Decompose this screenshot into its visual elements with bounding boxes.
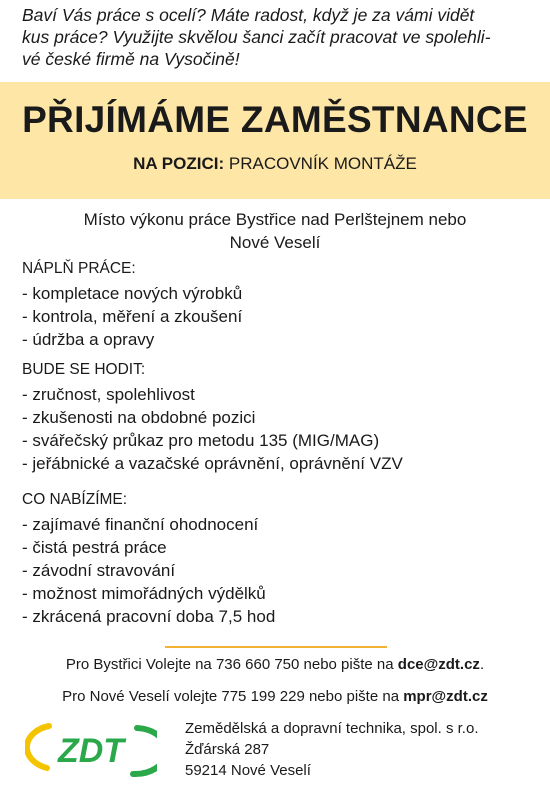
contact-bystrice: [0, 656, 550, 673]
position-line: [0, 154, 550, 174]
company-name: Zemědělská a dopravní technika, spol. s r.o.: [185, 720, 479, 737]
list-item: - zkrácená pracovní doba 7,5 hod: [22, 607, 276, 626]
intro-line: kus práce? Využijte skvělou šanci začít pracovat ve spolehli-: [22, 27, 491, 47]
page-title: PŘIJÍMÁME ZAMĚSTNANCE: [22, 99, 528, 140]
list-item: - kontrola, měření a zkoušení: [22, 307, 243, 326]
list-item: - zručnost, spolehlivost: [22, 385, 195, 404]
requirements-section: [22, 360, 532, 475]
contact-vesel: [0, 688, 550, 705]
position-prefix: NA POZICI:: [133, 154, 225, 173]
position-name: PRACOVNÍK MONTÁŽE: [228, 154, 417, 173]
section-heading: BUDE SE HODIT:: [22, 361, 146, 378]
work-location: [0, 208, 550, 254]
list-item: - závodní stravování: [22, 561, 176, 580]
list-item: - čistá pestrá práce: [22, 538, 167, 557]
email-link[interactable]: dce@zdt.cz: [397, 656, 480, 673]
divider: [165, 646, 387, 648]
section-heading: CO NABÍZÍME:: [22, 491, 128, 508]
location-line: Nové Veselí: [229, 233, 321, 252]
list-item: - kompletace nových výrobků: [22, 284, 243, 303]
intro-text: [22, 4, 527, 70]
duties-list: [22, 282, 532, 351]
list-item: - jeřábnické a vazačské oprávnění, oprávnění VZV: [22, 454, 403, 473]
intro-line: vé české firmě na Vysočině!: [22, 49, 240, 69]
duties-section: [22, 259, 532, 351]
list-item: - zkušenosti na obdobné pozici: [22, 408, 256, 427]
offer-list: [22, 513, 532, 628]
offer-section: [22, 490, 532, 628]
contact-text: Pro Nové Veselí volejte 775 199 229 nebo pište na: [62, 688, 400, 705]
contact-text: Pro Bystřici Volejte na 736 660 750 nebo pište na: [65, 656, 394, 673]
email-link[interactable]: mpr@zdt.cz: [403, 688, 488, 705]
headline-banner: [0, 82, 550, 199]
company-logo: [25, 718, 157, 782]
company-street: Žďárská 287: [185, 741, 270, 758]
intro-line: Baví Vás práce s ocelí? Máte radost, když je za vámi vidět: [22, 5, 475, 25]
company-address: [185, 718, 479, 781]
location-line: Místo výkonu práce Bystřice nad Perlštejnem nebo: [83, 210, 467, 229]
logo-text: ZDT: [57, 732, 125, 770]
list-item: - svářečský průkaz pro metodu 135 (MIG/MAG): [22, 431, 380, 450]
list-item: - údržba a opravy: [22, 330, 155, 349]
requirements-list: [22, 383, 532, 475]
section-heading: NÁPLŇ PRÁCE:: [22, 260, 136, 277]
contact-end: .: [479, 656, 485, 673]
list-item: - možnost mimořádných výdělků: [22, 584, 266, 603]
logo-icon: [25, 718, 157, 782]
list-item: - zajímavé finanční ohodnocení: [22, 515, 259, 534]
company-city: 59214 Nové Veselí: [185, 762, 311, 779]
